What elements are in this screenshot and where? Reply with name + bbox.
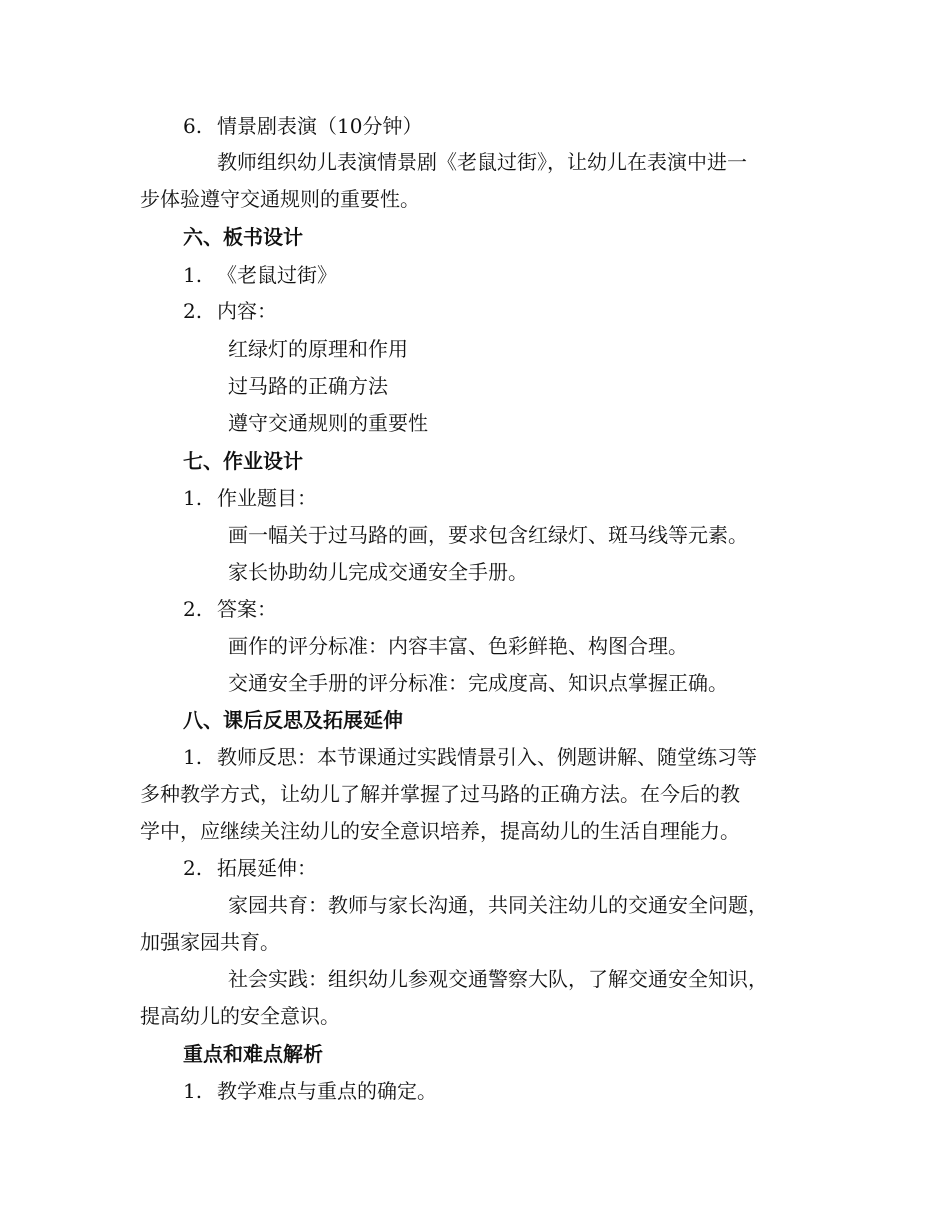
item-number: 1. xyxy=(183,1079,203,1103)
paragraph-line: 步体验遵守交通规则的重要性。 xyxy=(140,187,420,211)
item-number: 2. xyxy=(183,299,203,323)
list-item xyxy=(183,595,277,623)
item-text: 答案： xyxy=(217,597,277,621)
paragraph-line: 提高幼儿的安全意识。 xyxy=(140,1004,340,1028)
list-item xyxy=(183,1077,437,1105)
item-text: 教学难点与重点的确定。 xyxy=(217,1079,437,1103)
item-text: 拓展延伸： xyxy=(217,856,317,880)
item-text: 教师反思：本节课通过实践情景引入、例题讲解、随堂练习等 xyxy=(217,745,757,769)
sub-item: 家长协助幼儿完成交通安全手册。 xyxy=(228,560,528,584)
item-number: 1. xyxy=(183,745,203,769)
item-number: 2. xyxy=(183,856,203,880)
paragraph-line: 多种教学方式，让幼儿了解并掌握了过马路的正确方法。在今后的教 xyxy=(140,782,740,806)
item-text: 作业题目： xyxy=(217,486,317,510)
section-heading: 八、课后反思及拓展延伸 xyxy=(183,708,403,732)
sub-item: 过马路的正确方法 xyxy=(228,374,388,398)
list-item xyxy=(183,261,337,289)
section-heading: 重点和难点解析 xyxy=(183,1042,323,1066)
sub-item: 红绿灯的原理和作用 xyxy=(228,337,408,361)
item-number: 2. xyxy=(183,597,203,621)
paragraph-line: 社会实践：组织幼儿参观交通警察大队，了解交通安全知识， xyxy=(228,967,768,991)
paragraph-line: 学中，应继续关注幼儿的安全意识培养，提高幼儿的生活自理能力。 xyxy=(140,819,740,843)
sub-item: 遵守交通规则的重要性 xyxy=(228,411,428,435)
item-text: 情景剧表演（10分钟） xyxy=(217,114,423,138)
section-heading: 七、作业设计 xyxy=(183,449,303,473)
paragraph-line: 教师组织幼儿表演情景剧《老鼠过街》，让幼儿在表演中进一 xyxy=(217,150,747,174)
item-number: 1. xyxy=(183,486,203,510)
list-item xyxy=(183,297,277,325)
item-text: 内容： xyxy=(217,299,277,323)
item-text: 《老鼠过街》 xyxy=(217,263,337,287)
section-heading: 六、板书设计 xyxy=(183,225,303,249)
sub-item: 画一幅关于过马路的画，要求包含红绿灯、斑马线等元素。 xyxy=(228,523,748,547)
sub-item: 交通安全手册的评分标准：完成度高、知识点掌握正确。 xyxy=(228,671,728,695)
item-number: 1. xyxy=(183,263,203,287)
paragraph-line: 家园共育：教师与家长沟通，共同关注幼儿的交通安全问题， xyxy=(228,893,768,917)
list-item xyxy=(183,854,317,882)
list-item xyxy=(183,743,757,771)
list-item xyxy=(183,112,422,140)
item-number: 6. xyxy=(183,114,203,138)
paragraph-line: 加强家园共育。 xyxy=(140,930,280,954)
sub-item: 画作的评分标准：内容丰富、色彩鲜艳、构图合理。 xyxy=(228,634,688,658)
list-item xyxy=(183,484,317,512)
